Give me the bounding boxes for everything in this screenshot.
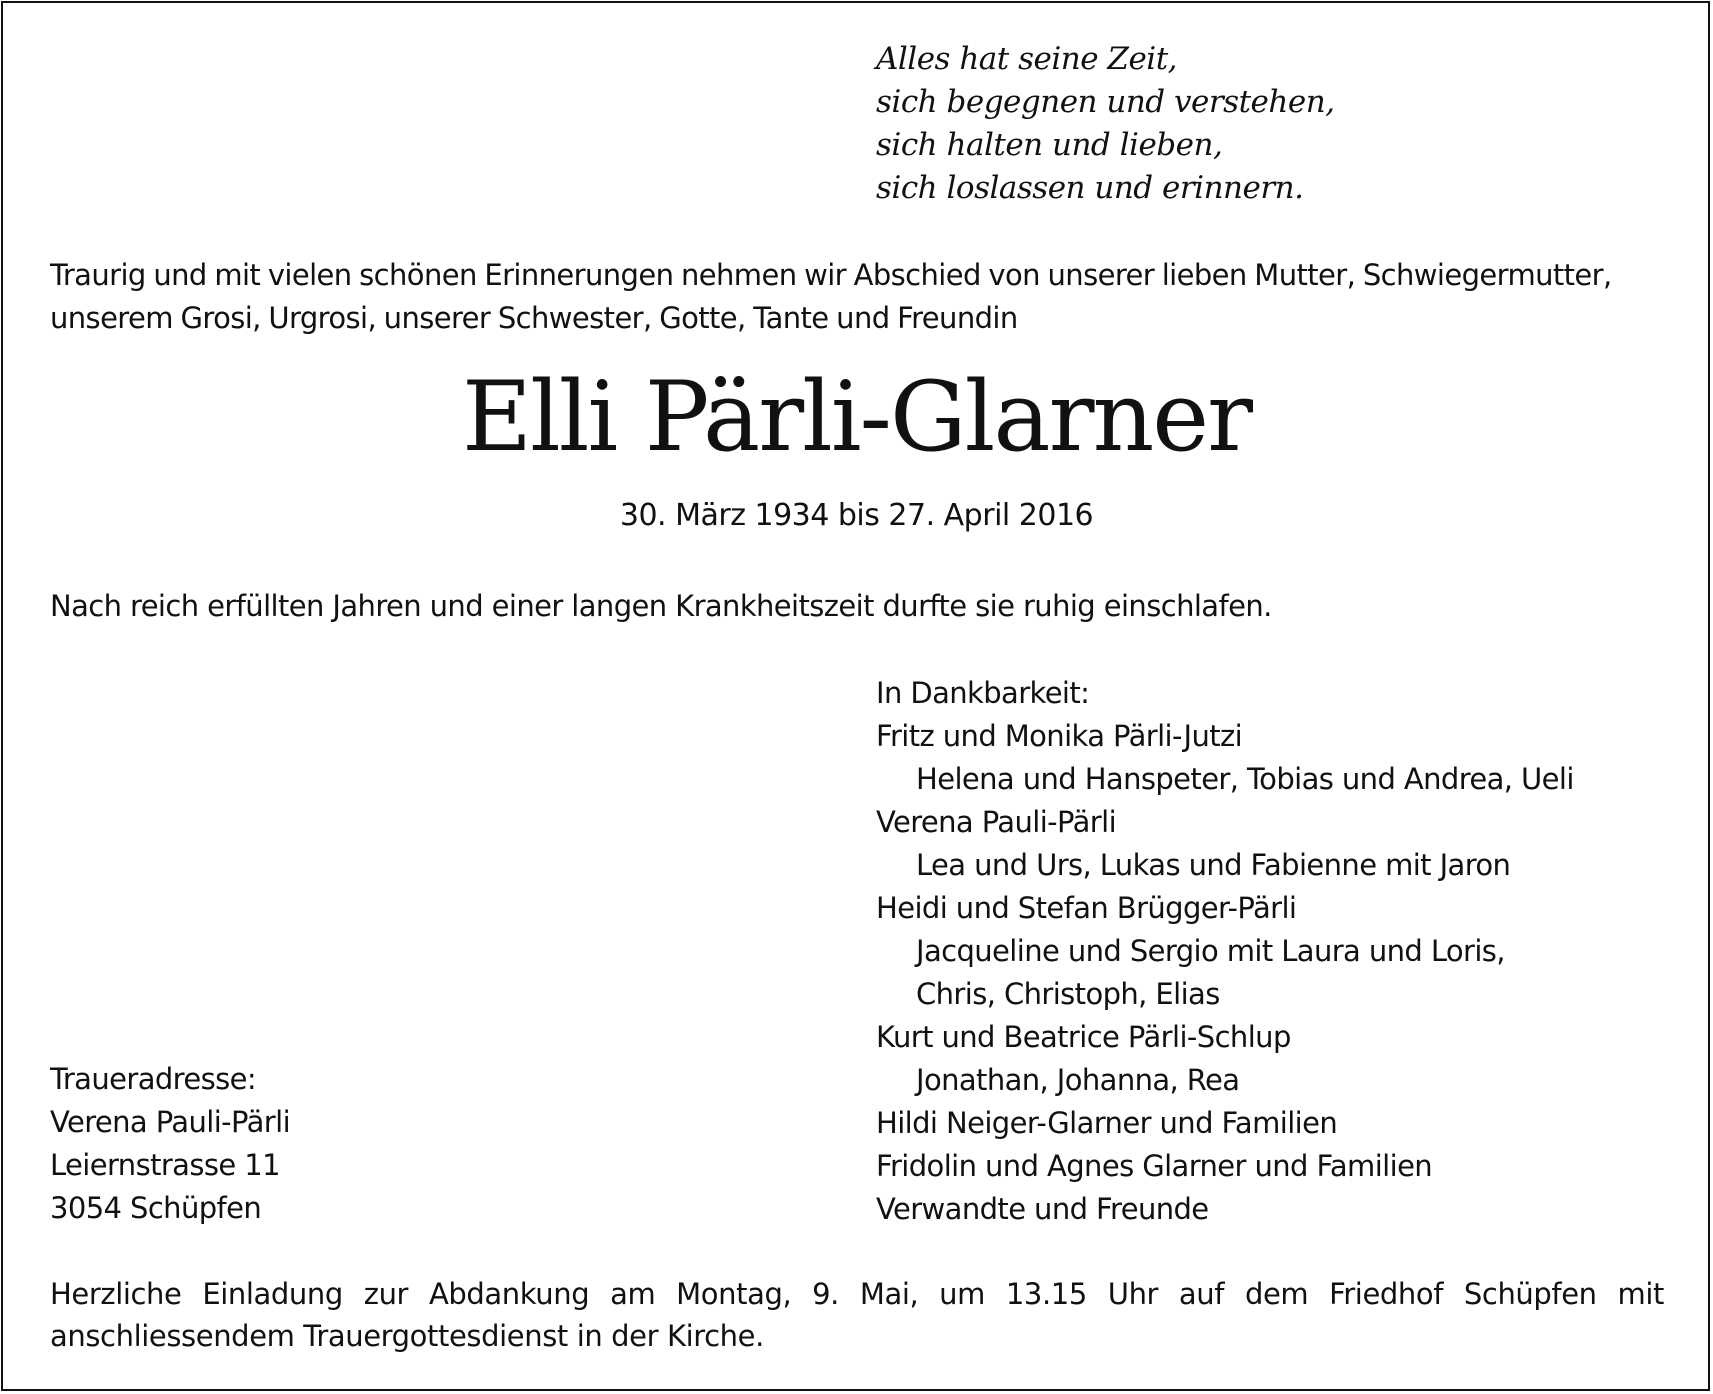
intro-line: unserem Grosi, Urgrosi, unserer Schwester, Gotte, Tante und Freundin (50, 301, 1018, 335)
invitation-line: Herzliche Einladung zur Abdankung am Montag, 9. Mai, um 13.15 Uhr auf dem Friedhof Schüpfen mit (50, 1277, 1664, 1311)
address-heading: Traueradresse: (50, 1062, 257, 1096)
motto-line: Alles hat seine Zeit, (876, 41, 1178, 77)
mourner-line: Fritz und Monika Pärli-Jutzi (876, 719, 1243, 753)
mourner-line: Helena und Hanspeter, Tobias und Andrea, Ueli (916, 762, 1574, 796)
mourner-line: Kurt und Beatrice Pärli-Schlup (876, 1020, 1291, 1054)
life-dates: 30. März 1934 bis 27. April 2016 (619, 498, 1094, 533)
address-name: Verena Pauli-Pärli (50, 1105, 291, 1139)
motto-verse (876, 38, 1335, 210)
intro-line: Traurig und mit vielen schönen Erinnerungen nehmen wir Abschied von unserer lieben Mutter, Schwiegermutter, (50, 258, 1612, 292)
mourner-line: Fridolin und Agnes Glarner und Familien (876, 1149, 1433, 1183)
motto-line: sich halten und lieben, (876, 127, 1223, 163)
mourner-line: Verena Pauli-Pärli (876, 805, 1117, 839)
mourner-line: Jacqueline und Sergio mit Laura und Loris, (916, 934, 1505, 968)
intro-text (50, 254, 1664, 340)
motto-line: sich loslassen und erinnern. (876, 170, 1304, 206)
motto-line: sich begegnen und verstehen, (876, 84, 1335, 120)
mourner-line: Chris, Christoph, Elias (916, 977, 1220, 1011)
invitation-text (50, 1273, 1664, 1357)
invitation-line: anschliessendem Trauergottesdienst in der Kirche. (50, 1319, 764, 1353)
mourning-address (50, 1058, 290, 1230)
mourner-line: Hildi Neiger-Glarner und Familien (876, 1106, 1338, 1140)
address-city: 3054 Schüpfen (50, 1191, 262, 1225)
mourner-line: Verwandte und Freunde (876, 1192, 1209, 1226)
statement-text: Nach reich erfüllten Jahren und einer langen Krankheitszeit durfte sie ruhig einschlafen. (50, 589, 1272, 623)
deceased-name: Elli Pärli-Glarner (462, 361, 1251, 473)
mourner-line: Heidi und Stefan Brügger-Pärli (876, 891, 1297, 925)
address-street: Leiernstrasse 11 (50, 1148, 280, 1182)
mourners-list (876, 672, 1574, 1231)
mourners-heading: In Dankbarkeit: (876, 676, 1090, 710)
mourner-line: Jonathan, Johanna, Rea (916, 1063, 1240, 1097)
mourner-line: Lea und Urs, Lukas und Fabienne mit Jaron (916, 848, 1511, 882)
